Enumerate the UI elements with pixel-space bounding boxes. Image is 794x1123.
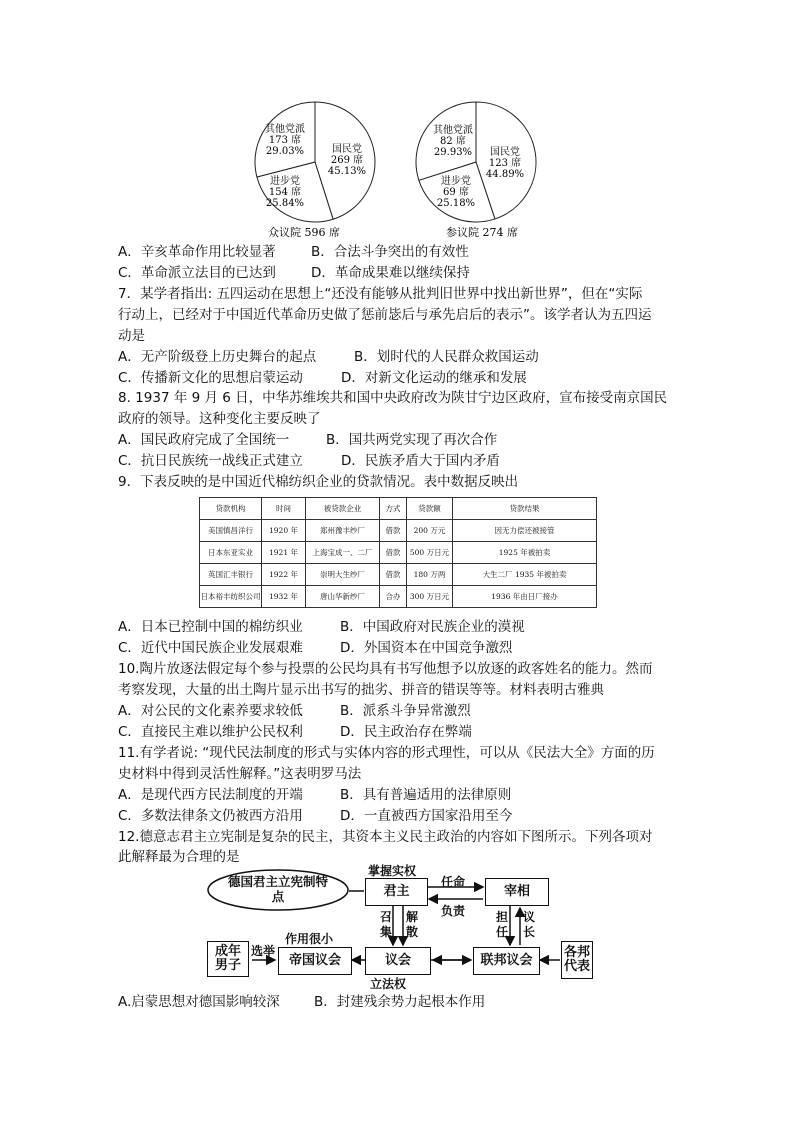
table-cell: 180 万两 [407,564,453,586]
table-header: 贷款结果 [453,498,597,520]
q9-option-c: C．近代中国民族企业发展艰难 [118,640,303,656]
table-header-row [200,498,597,520]
table-cell: 唐山华新纱厂 [306,586,380,608]
table-cell: 1920 年 [262,520,306,542]
label-serve: 担任 [496,910,509,939]
label-elect: 选举 [251,944,276,958]
q8-stem-1: 8. 1937 年 9 月 6 日，中华苏维埃共和国中央政府改为陕甘宁边区政府，宣布接受南京国民 [118,390,668,406]
table-cell: 借款 [380,564,407,586]
pie-chart-senate [416,102,536,222]
pie-slice-label: 173 席 [268,135,302,146]
pie-charts [0,0,794,245]
pie-slice-label: 29.93% [433,147,473,158]
table-cell: 1921 年 [262,542,306,564]
box-state-reps: 各邦代表 [561,941,593,979]
label-dissolve: 解散 [406,910,419,939]
q8-option-c: C．抗日民族统一战线正式建立 [118,453,303,469]
table-header: 方式 [380,498,407,520]
political-structure-diagram [205,865,590,990]
q10-option-d: D．民主政治存在弊端 [340,724,472,740]
label-chair: 议长 [523,910,536,939]
q9-option-a: A．日本已控制中国的棉纺织业 [118,619,303,635]
table-cell: 500 万日元 [407,542,453,564]
table-cell: 美国慎昌洋行 [200,520,262,542]
table-cell: 郑州豫丰纱厂 [306,520,380,542]
box-adult-men: 成年男子 [207,941,249,977]
box-parliament: 议会 [365,947,431,975]
q9-option-d: D．外国资本在中国竞争激烈 [340,640,513,656]
pie-slice-label: 25.18% [436,198,476,209]
table-cell: 300 万日元 [407,586,453,608]
q12-stem-2: 此解释最为合理的是 [118,849,240,865]
pie-slice-label: 其他党派 [433,125,473,136]
q6-option-a: A．辛亥革命作用比较显著 [118,244,276,260]
q7-option-a: A．无产阶级登上历史舞台的起点 [118,349,317,365]
q8-option-a: A．国民政府完成了全国统一 [118,432,290,448]
box-bundesrat: 联邦议会 [473,947,540,975]
pie-slice-label: 45.13% [327,166,367,177]
q11-option-d: D．一直被西方国家沿用至今 [340,808,513,824]
label-appoint: 任命 [441,875,466,889]
q10-option-a: A．对公民的文化素养要求较低 [118,703,303,719]
q10-option-c: C．直接民主难以维护公民权利 [118,724,303,740]
q12-option-a: A.启蒙思想对德国影响较深 [118,994,280,1010]
q12-stem-1: 12.德意志君主立宪制是复杂的民主，其资本主义民主政治的内容如下图所示。下列各项对 [118,829,653,845]
q10-stem-1: 10.陶片放逐法假定每个参与投票的公民均具有书写他想予以放逐的政客姓名的能力。然而 [118,661,653,677]
pie-slice-label: 123 席 [488,158,522,169]
box-chancellor: 宰相 [485,878,549,906]
label-convene: 召集 [380,910,393,939]
q7-option-c: C．传播新文化的思想启蒙运动 [118,370,303,386]
diagram-oval-title: 德国君主立宪制特点 [227,874,328,904]
pie-chart-house [255,102,375,222]
label-legislative-power: 立法权 [370,977,407,991]
table-cell: 借款 [380,520,407,542]
q12-option-b: B．封建残余势力起根本作用 [314,994,486,1010]
label-responsible: 负责 [441,904,466,918]
table-cell: 1932 年 [262,586,306,608]
q11-option-c: C．多数法律条文仍被西方沿用 [118,808,303,824]
q6-option-d: D．革命成果难以继续保持 [311,265,470,281]
q9-stem-1: 9．下表反映的是中国近代棉纺织企业的贷款情况。表中数据反映出 [118,474,519,490]
pie-slice-label: 其他党派 [265,124,305,135]
table-row [200,564,597,586]
pie-slice-label: 269 席 [330,155,364,166]
q11-stem-2: 史材料中得到灵活性解释。”这表明罗马法 [118,766,362,782]
q10-option-b: B．派系斗争异常激烈 [340,703,471,719]
q8-stem-2: 政府的领导。这种变化主要反映了 [118,411,321,427]
table-cell: 1936 年由日厂接办 [453,586,597,608]
q7-stem-2: 行动上，已经对于中国近代革命历史做了惩前毖后与承先启后的表示”。该学者认为五四运 [118,307,652,323]
q7-stem-3: 动是 [118,328,145,344]
q11-option-b: B．具有普遍适用的法律原则 [340,787,512,803]
q10-stem-2: 考察发现，大量的出土陶片显示出书写的拙劣、拼音的错误等等。材料表明古雅典 [118,682,604,698]
table-cell: 日本东亚实业 [200,542,262,564]
table-row [200,542,597,564]
box-monarch: 君主 [365,878,428,906]
table-header: 贷款机构 [200,498,262,520]
pie-slice-label: 进步党 [441,176,471,187]
table-cell: 日本裕丰纺织公司 [200,586,262,608]
q7-stem-1: 7．某学者指出: 五四运动在思想上“还没有能够从批判旧世界中找出新世界”，但在“实际 [118,286,643,302]
table-cell: 英国汇丰银行 [200,564,262,586]
table-header: 被贷款企业 [306,498,380,520]
pie-slice-label: 国民党 [490,147,520,158]
label-real-power: 掌握实权 [368,864,417,878]
table-cell: 崇明大生纱厂 [306,564,380,586]
table-cell: 1925 年被拍卖 [453,542,597,564]
table-cell: 合办 [380,586,407,608]
q8-option-b: B．国共两党实现了再次合作 [326,432,498,448]
pie-caption-house: 众议院 596 席 [268,226,340,239]
pie-slice-label: 29.03% [265,146,305,157]
pie-slice-label: 69 席 [443,187,469,198]
table-header: 贷款额 [407,498,453,520]
table-row [200,586,597,608]
table-cell: 借款 [380,542,407,564]
q8-option-d: D．民族矛盾大于国内矛盾 [341,453,500,469]
table-cell: 因无力偿还被接管 [453,520,597,542]
pie-slice-label: 国民党 [332,144,362,155]
loan-table [199,497,597,608]
q6-option-c: C．革命派立法目的已达到 [118,265,276,281]
pie-slice-label: 44.89% [485,169,525,180]
q9-option-b: B．中国政府对民族企业的漠视 [340,619,525,635]
table-header: 时间 [262,498,306,520]
table-cell: 1922 年 [262,564,306,586]
q11-option-a: A．是现代西方民法制度的开端 [118,787,303,803]
table-cell: 大生二厂 1935 年被拍卖 [453,564,597,586]
table-cell: 200 万元 [407,520,453,542]
pie-slice-label: 25.84% [265,198,305,209]
pie-caption-senate: 参议院 274 席 [446,226,518,239]
q11-stem-1: 11.有学者说: “现代民法制度的形式与实体内容的形式理性，可以从《民法大全》方面的历 [118,745,655,761]
q6-option-b: B．合法斗争突出的有效性 [311,244,469,260]
table-row [200,520,597,542]
table-cell: 上海宝成一、二厂 [306,542,380,564]
q7-option-b: B．划时代的人民群众救国运动 [354,349,539,365]
box-reichstag: 帝国议会 [278,947,352,975]
q7-option-d: D．对新文化运动的继承和发展 [341,370,527,386]
pie-slice-label: 154 席 [268,187,302,198]
pie-slice-label: 进步党 [270,176,300,187]
label-minor-role: 作用很小 [285,932,334,946]
pie-slice-label: 82 席 [440,136,466,147]
